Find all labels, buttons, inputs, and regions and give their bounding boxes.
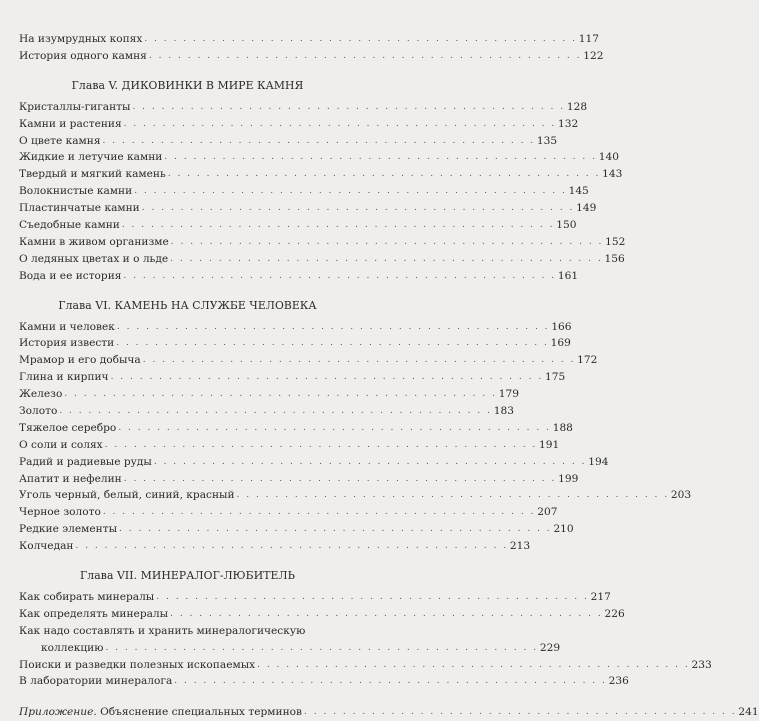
toc-entry-page: 128 <box>566 100 588 113</box>
dot-leader: . . . . . . . . . . . . . . . . . . . . . . . . . . . . . . . . . . . . . . . . . . . . . <box>257 659 690 670</box>
dot-leader: . . . . . . . . . . . . . . . . . . . . . . . . . . . . . . . . . . . . . . . . . . . . . <box>123 118 557 129</box>
toc-entry <box>19 454 609 471</box>
toc-entry <box>19 386 519 403</box>
toc-entry-page: 236 <box>608 675 629 688</box>
appendix-label-rest: Объяснение специальных терминов <box>96 706 302 719</box>
toc-entry-title: Вода и ее история <box>19 269 122 282</box>
toc-entry-title: Кристаллы-гиганты <box>19 100 131 113</box>
dot-leader: . . . . . . . . . . . . . . . . . . . . . . . . . . . . . . . . . . . . . . . . . . . . . <box>123 270 557 281</box>
toc-entry <box>19 437 560 454</box>
toc-entry-page: 143 <box>602 168 623 181</box>
toc-entry-page: 156 <box>604 252 625 265</box>
toc-entry-page: 117 <box>578 32 599 45</box>
toc-entry <box>19 268 579 285</box>
toc-entry <box>19 589 611 606</box>
toc-entry-page: 203 <box>670 489 692 502</box>
toc-entry <box>19 133 558 150</box>
dot-leader: . . . . . . . . . . . . . . . . . . . . . . . . . . . . . . . . . . . . . . . . . . . . . <box>170 253 603 264</box>
dot-leader: . . . . . . . . . . . . . . . . . . . . . . . . . . . . . . . . . . . . . . . . . . . . . <box>164 152 597 163</box>
toc-entry-title: Мрамор и его добыча <box>19 354 141 367</box>
dot-leader: . . . . . . . . . . . . . . . . . . . . . . . . . . . . . . . . . . . . . . . . . . . . . <box>142 355 576 366</box>
dot-leader: . . . . . . . . . . . . . . . . . . . . . . . . . . . . . . . . . . . . . . . . . . . . . <box>59 406 492 417</box>
toc-entry-page: 213 <box>509 540 531 553</box>
toc-entry-title: Как надо составлять и хранить минералогическую <box>19 624 306 637</box>
toc-entry-page: 207 <box>537 506 558 519</box>
toc-entry-title: История одного камня <box>19 49 147 62</box>
toc-entry-page: 229 <box>539 641 561 654</box>
toc-entry <box>19 251 625 268</box>
toc-entry-page: 122 <box>583 49 604 62</box>
dot-leader: . . . . . . . . . . . . . . . . . . . . . . . . . . . . . . . . . . . . . . . . . . . . . <box>118 422 551 433</box>
chapter-heading: Глава VI. КАМЕНЬ НА СЛУЖБЕ ЧЕЛОВЕКА <box>58 298 317 312</box>
toc-section-chapter7 <box>19 589 625 623</box>
toc-entry-page: 199 <box>558 472 579 485</box>
toc-entry-page: 172 <box>577 354 598 367</box>
toc-entry-title: В лаборатории минералога <box>19 675 173 688</box>
toc-entry <box>19 521 574 538</box>
toc-entry-title: На изумрудных копях <box>19 32 143 45</box>
toc-entry-title: О цвете камня <box>19 134 101 147</box>
dot-leader: . . . . . . . . . . . . . . . . . . . . . . . . . . . . . . . . . . . . . . . . . . . . . <box>144 33 577 44</box>
toc-entry-title: Глина и кирпич <box>19 371 109 384</box>
toc-entry <box>19 183 589 200</box>
toc-entry <box>19 217 577 234</box>
chapter-heading: Глава V. ДИКОВИНКИ В МИРЕ КАМНЯ <box>71 78 304 92</box>
toc-entry-page: 166 <box>551 320 572 333</box>
dot-leader: . . . . . . . . . . . . . . . . . . . . . . . . . . . . . . . . . . . . . . . . . . . . . <box>153 456 587 467</box>
toc-entry-title: Камни в живом организме <box>19 235 169 248</box>
toc-entry <box>19 487 692 504</box>
toc-entry-title: Железо <box>19 388 63 401</box>
toc-entry-title: История извести <box>19 337 115 350</box>
chapter-heading: Глава VII. МИНЕРАЛОГ-ЛЮБИТЕЛЬ <box>80 569 295 583</box>
toc-entry-title: Уголь черный, белый, синий, красный <box>19 489 235 502</box>
dot-leader: . . . . . . . . . . . . . . . . . . . . . . . . . . . . . . . . . . . . . . . . . . . . . <box>102 507 536 518</box>
dot-leader: . . . . . . . . . . . . . . . . . . . . . . . . . . . . . . . . . . . . . . . . . . . . . <box>64 389 497 400</box>
toc-entry-title: Камни и растения <box>19 117 122 130</box>
dot-leader: . . . . . . . . . . . . . . . . . . . . . . . . . . . . . . . . . . . . . . . . . . . . . <box>304 707 737 718</box>
dot-leader: . . . . . . . . . . . . . . . . . . . . . . . . . . . . . . . . . . . . . . . . . . . . . <box>170 236 604 247</box>
toc-entry-page: 135 <box>536 134 558 147</box>
toc-entry <box>19 335 571 352</box>
toc-entry-page: 140 <box>598 151 619 164</box>
toc-section-top <box>19 31 604 65</box>
toc-entry-line1 <box>19 623 356 640</box>
toc-entry <box>19 538 531 555</box>
toc-entry <box>19 471 579 488</box>
toc-entry <box>19 369 566 386</box>
toc-entry-title: О ледяных цветах и о льде <box>19 252 169 265</box>
toc-entry-page: 233 <box>691 658 712 671</box>
toc-entry-page: 217 <box>590 591 611 604</box>
dot-leader: . . . . . . . . . . . . . . . . . . . . . . . . . . . . . . . . . . . . . . . . . . . . . <box>148 50 582 61</box>
toc-entry-title: Волокнистые камни <box>19 185 133 198</box>
toc-entry-title: Золото <box>19 405 58 418</box>
toc-entry-title: Съедобные камни <box>19 219 120 231</box>
toc-entry-title: Как собирать минералы <box>19 591 155 604</box>
toc-entry-page: 226 <box>604 607 625 620</box>
toc-entry <box>19 403 514 420</box>
dot-leader: . . . . . . . . . . . . . . . . . . . . . . . . . . . . . . . . . . . . . . . . . . . . . <box>156 592 589 603</box>
toc-entry <box>19 352 598 369</box>
dot-leader: . . . . . . . . . . . . . . . . . . . . . . . . . . . . . . . . . . . . . . . . . . . . . <box>102 135 536 146</box>
toc-entry <box>19 420 573 437</box>
dot-leader: . . . . . . . . . . . . . . . . . . . . . . . . . . . . . . . . . . . . . . . . . . . . . <box>119 524 552 535</box>
appendix-label-italic: Приложение. <box>19 706 97 719</box>
toc-entry <box>19 674 629 691</box>
toc-entry-title: Поиски и разведки полезных ископаемых <box>19 658 256 671</box>
toc-entry <box>19 116 579 133</box>
toc-entry-title: Как определять минералы <box>19 607 169 620</box>
toc-entry-page: 132 <box>558 117 579 130</box>
toc-section-chapter6 <box>19 319 692 555</box>
toc-entry <box>19 149 619 166</box>
toc-entry-page: 145 <box>568 185 589 198</box>
toc-entry-title: Радий и радиевые руды <box>19 455 152 468</box>
toc-entry <box>19 319 572 336</box>
dot-leader: . . . . . . . . . . . . . . . . . . . . . . . . . . . . . . . . . . . . . . . . . . . . . <box>116 338 549 349</box>
toc-entry-title: Черное золото <box>19 506 101 519</box>
dot-leader: . . . . . . . . . . . . . . . . . . . . . . . . . . . . . . . . . . . . . . . . . . . . . <box>110 372 544 383</box>
toc-entry <box>19 48 604 65</box>
toc-entry <box>19 166 623 183</box>
toc-entry <box>19 200 597 217</box>
toc-entry-title: О соли и солях <box>19 438 103 451</box>
toc-entry-title-cont: коллекцию <box>41 641 104 654</box>
toc-entry-page: 179 <box>498 388 519 401</box>
toc-entry-page: 194 <box>588 455 609 468</box>
toc-entry <box>19 606 625 623</box>
toc-entry-page: 150 <box>556 219 577 231</box>
dot-leader: . . . . . . . . . . . . . . . . . . . . . . . . . . . . . . . . . . . . . . . . . . . . . <box>116 321 550 332</box>
toc-entry <box>19 504 558 521</box>
dot-leader: . . . . . . . . . . . . . . . . . . . . . . . . . . . . . . . . . . . . . . . . . . . . . <box>167 169 601 180</box>
toc-entry-page: 169 <box>550 337 571 350</box>
dot-leader: . . . . . . . . . . . . . . . . . . . . . . . . . . . . . . . . . . . . . . . . . . . . . <box>174 676 607 687</box>
toc-entry <box>19 99 588 116</box>
toc-entry <box>19 31 599 48</box>
toc-entry-title: Камни и человек <box>19 320 115 333</box>
toc-entry <box>19 234 626 251</box>
dot-leader: . . . . . . . . . . . . . . . . . . . . . . . . . . . . . . . . . . . . . . . . . . . . . <box>170 608 603 619</box>
dot-leader: . . . . . . . . . . . . . . . . . . . . . . . . . . . . . . . . . . . . . . . . . . . . . <box>132 101 566 112</box>
toc-entry-title: Апатит и нефелин <box>19 472 122 485</box>
toc-entry-line2 <box>19 640 561 657</box>
toc-entry-title: Тяжелое серебро <box>19 421 117 434</box>
toc-entry-page: 188 <box>552 421 573 434</box>
toc-entry-title: Пластинчатые камни <box>19 202 140 215</box>
toc-entry-title: Колчедан <box>19 540 74 553</box>
toc-entry-page: 175 <box>544 371 566 384</box>
toc-entry-page: 161 <box>557 269 579 282</box>
toc-entry-page: 191 <box>539 438 560 451</box>
dot-leader: . . . . . . . . . . . . . . . . . . . . . . . . . . . . . . . . . . . . . . . . . . . . . <box>75 541 509 552</box>
toc-multiline-entry <box>19 623 561 657</box>
toc-section-chapter7-rest <box>19 657 712 691</box>
toc-entry-title: Жидкие и летучие камни <box>19 151 163 164</box>
dot-leader: . . . . . . . . . . . . . . . . . . . . . . . . . . . . . . . . . . . . . . . . . . . . . <box>134 186 567 197</box>
dot-leader: . . . . . . . . . . . . . . . . . . . . . . . . . . . . . . . . . . . . . . . . . . . . . <box>105 642 539 653</box>
dot-leader: . . . . . . . . . . . . . . . . . . . . . . . . . . . . . . . . . . . . . . . . . . . . . <box>121 220 555 230</box>
toc-entry-title: Твердый и мягкий камень <box>19 168 166 181</box>
appendix-title <box>19 704 304 721</box>
dot-leader: . . . . . . . . . . . . . . . . . . . . . . . . . . . . . . . . . . . . . . . . . . . . . <box>104 439 538 450</box>
toc-entry <box>19 657 712 674</box>
toc-entry-page: 183 <box>493 405 514 418</box>
appendix-entry <box>19 704 759 721</box>
toc-entry-page: 152 <box>605 235 626 248</box>
dot-leader: . . . . . . . . . . . . . . . . . . . . . . . . . . . . . . . . . . . . . . . . . . . . . <box>123 473 557 484</box>
dot-leader: . . . . . . . . . . . . . . . . . . . . . . . . . . . . . . . . . . . . . . . . . . . . . <box>141 203 575 214</box>
dot-leader: . . . . . . . . . . . . . . . . . . . . . . . . . . . . . . . . . . . . . . . . . . . . . <box>236 490 670 501</box>
toc-section-chapter5 <box>19 99 626 285</box>
toc-entry-page: 149 <box>576 202 597 215</box>
toc-entry-title: Редкие элементы <box>19 523 118 536</box>
appendix-page: 241 <box>738 706 759 719</box>
toc-entry-page: 210 <box>553 523 574 536</box>
